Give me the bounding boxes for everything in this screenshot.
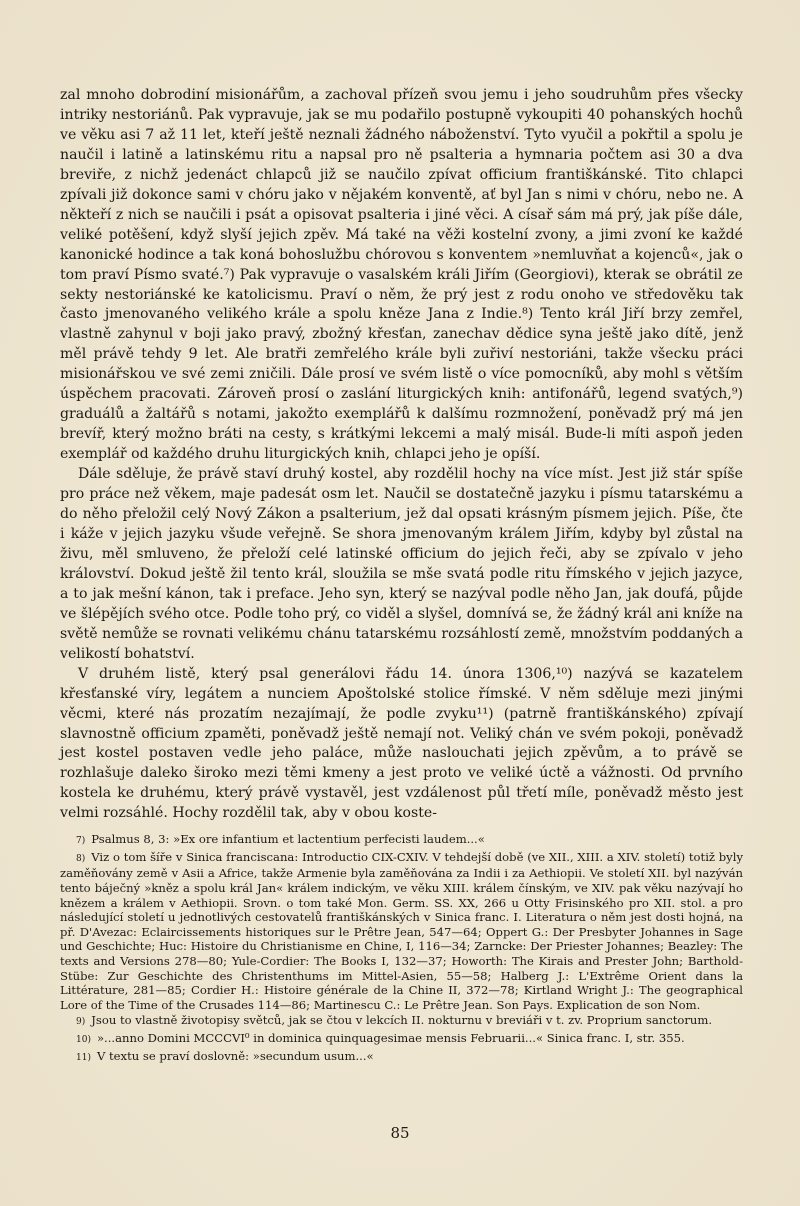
- footnote-text: Psalmus 8, 3: »Ex ore infantium et lactentium perfecisti laudem...«: [91, 832, 485, 847]
- paragraph-2: Dále sděluje, že právě staví druhý kostel, aby rozdělil hochy na více míst. Jest již stár spíše pro práce než věkem, maje padesát osm let. Naučil se dostatečně jazyku i písmu tatarskému a do něho přeložil celý Nový Zákon a psalterium, jež dal opsati krásným písmem jejich. Píše, čte i káže v jejich jazyku všude veřejně. Se shora jmenovaným králem Jiřím, kdyby byl zůstal na živu, měl smluveno, že přeloží celé latinské officium do jejich řeči, aby se zpívalo v jeho království. Dokud ještě žil tento král, sloužila se mše svatá podle ritu římského v jejich jazyce, a to jak mešní kánon, tak i preface. Jeho syn, který se nazýval podle něho Jan, jak doufá, půjde ve šlépějích svého otce. Podle toho prý, co viděl a slyšel, domnívá se, že žádný král ani kníže na světě nemůže se rovnati velikému chánu tatarskému rozsáhlostí země, množstvím poddaných a velikostí bohatství.: [60, 466, 743, 662]
- footnote-8: [60, 850, 743, 1013]
- page-content: [60, 86, 743, 1066]
- footnote-text: »...anno Domini MCCCVI⁰ in dominica quinquagesimae mensis Februarii...« Sinica franc. I, str. 355.: [96, 1030, 685, 1045]
- footnote-text: V textu se praví doslovně: »secundum usum...«: [96, 1048, 374, 1063]
- footnote-number: 7): [76, 836, 86, 847]
- footnote-number: 8): [76, 853, 86, 864]
- footnotes: [60, 832, 743, 1065]
- footnote-10: [60, 1031, 743, 1048]
- page-number: 85: [390, 1124, 410, 1142]
- footnote-text: Jsou to vlastně životopisy světců, jak se čtou v lekcích II. nokturnu v breviáři v t. zv. Proprium sanctorum.: [91, 1013, 713, 1028]
- paragraph-3: V druhém listě, který psal generálovi řádu 14. února 1306,¹⁰) nazývá se kazatelem křesťanské víry, legátem a nunciem Apoštolské stolice římské. V něm sděluje mezi jinými věcmi, které nás prozatím nezajímají, že podle zvyku¹¹) (patrně františkánského) zpívají slavnostně officium zpaměti, poněvadž ještě nemají not. Veliký chán ve svém pokoji, poněvadž jest kostel postaven vedle jeho paláce, může naslouchati jejich zpěvům, a to právě se rozhlašuje daleko široko mezi těmi kmeny a jest proto ve veliké úctě a vážnosti. Od prvního kostela ke druhému, který právě vystavěl, jest vzdálenost půl třetí míle, poněvadž město jest velmi rozsáhlé. Hochy rozdělil tak, aby v obou koste-: [60, 665, 743, 822]
- footnote-number: 9): [76, 1017, 86, 1028]
- footnote-number: 11): [76, 1052, 91, 1063]
- paragraph-1: zal mnoho dobrodiní misionářům, a zachoval přízeň svou jemu i jeho soudruhům přes všecky intriky nestoriánů. Pak vypravuje, jak se mu podařilo postupně vykoupiti 40 pohanských hochů ve věku asi 7 až 11 let, kteří ještě neznali žádného náboženství. Tyto vyučil a pokřtil a spolu je naučil i latině a latinskému ritu a napsal pro ně psalteria a hymnaria počtem asi 30 a dva breviře, z nichž jedenáct chlapců již se naučilo zpívat officium františkánské. Tito chlapci zpívali již dokonce sami v chóru jako v nějakém konventě, ať byl Jan s nimi v chóru, nebo ne. A někteří z nich se naučili i psát a opisovat psalteria i jiné věci. A císař sám má prý, jak píše dále, veliké potěšení, když slyší jejich zpěv. Má také na věži kostelní zvony, a jimi zvoní ke každé kanonické hodince a tak koná bohoslužbu chórovou s konventem »nemluvňat a kojenců«, jak o tom praví Písmo svaté.⁷) Pak vypravuje o vasalském králi Jiřím (Georgiovi), kterak se obrátil ze sekty nestoriánské ke katolicismu. Praví o něm, že prý jest z rodu onoho ve středověku tak často jmenovaného velikého krále a spolu kněze Jana z Indie.⁸) Tento král Jiří brzy zemřel, vlastně zahynul v boji jako pravý, zbožný křesťan, zanechav dědice syna ještě jako dítě, jenž měl právě tehdy 9 let. Ale bratři zemřelého krále byli zuřiví nestoriáni, takže všecku práci misionářskou ve své zemi zničili. Dále prosí ve svém listě o více pomocníků, aby mohl s větším úspěchem pracovati. Zároveň prosí o zaslání liturgických knih: antifonářů, legend svatých,⁹) graduálů a žaltářů s notami, jakožto exemplářů k dalšímu rozmnožení, poněvadž prý má jen brevíř, který možno bráti na cesty, s krátkými lekcemi a malý misál. Bude-li míti aspoň jeden exemplář od každého druhu liturgických knih, chlapci jeho je opíší.: [60, 87, 743, 463]
- main-text: [60, 86, 743, 824]
- footnote-number: 10): [76, 1034, 91, 1045]
- footnote-11: [60, 1049, 743, 1066]
- footnote-9: [60, 1013, 743, 1030]
- footnote-text: Viz o tom šíře v Sinica franciscana: Introductio CIX-CXIV. V tehdejší době (ve XII., XIII. a XIV. století) totiž byly zaměňovány země v Asii a Africe, takže Armenie byla zaměňována za Indii i za Aethiopii. Ve století XII. byl nazýván tento báječný »kněz a spolu král Jan« králem indickým, ve věku XIII. králem čínským, ve XIV. pak věku nazývají ho knězem a králem v Aethiopii. Srovn. o tom také Mon. Germ. SS. XX, 266 u Otty Frisinského pro XII. stol. a pro následující století u jednotlivých cestovatelů františkánských v Sinica franc. I. Literatura o něm jest dosti hojná, na př. D'Avezac: Eclaircissements historiques sur le Prêtre Jean, 547—64; Oppert G.: Der Presbyter Johannes in Sage und Geschichte; Huc: Histoire du Christianisme en Chine, I, 116—34; Zarncke: Der Priester Johannes; Beazley: The texts and Versions 278—80; Yule-Cordier: The Books I, 132—37; Howorth: The Kirais and Prester John; Barthold-Stübe: Zur Geschichte des Christenthums im Mittel-Asien, 55—58; Halberg J.: L'Extrême Orient dans la Littérature, 281—85; Cordier H.: Histoire générale de la Chine II, 372—78; Kirtland Wright J.: The geographical Lore of the Time of the Crusades 114—86; Martinescu C.: Le Prêtre Jean. Son Pays. Explication de son Nom.: [60, 849, 743, 1012]
- footnote-7: [60, 832, 743, 849]
